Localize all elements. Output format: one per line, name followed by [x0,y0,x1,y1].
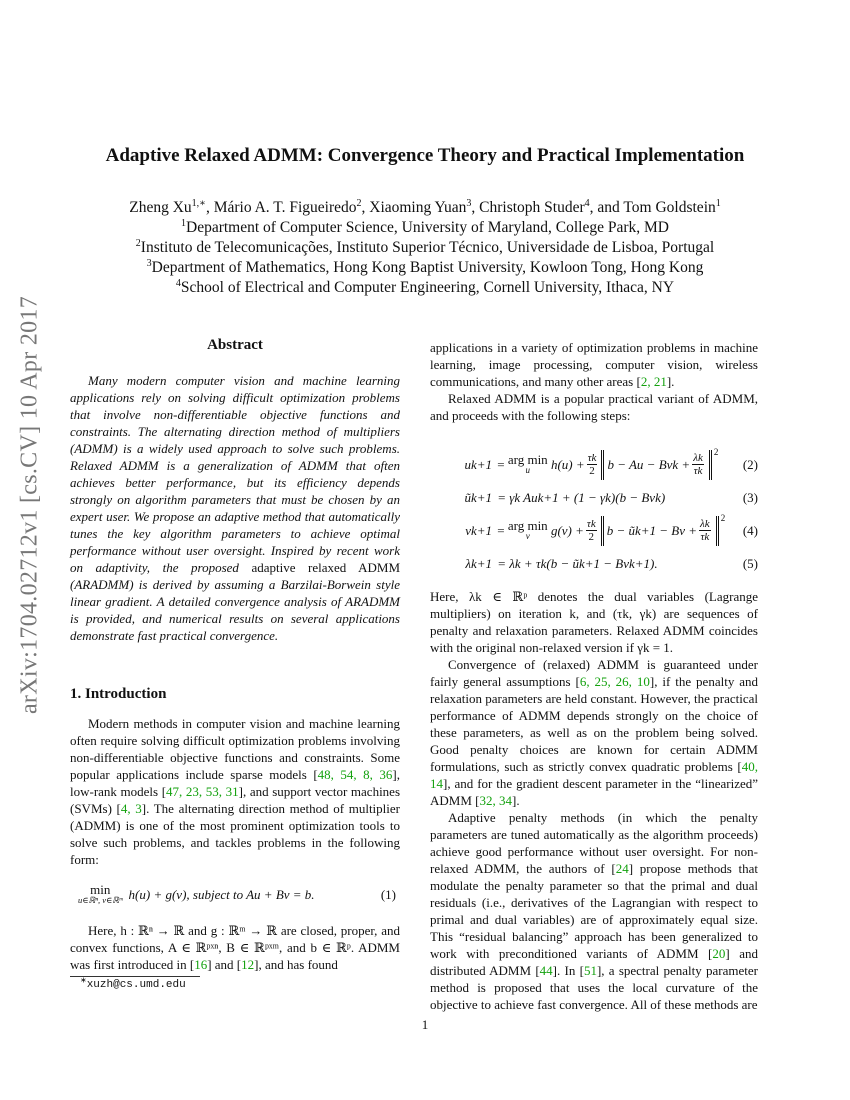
author-sep: , [471,199,476,216]
eq-fraction [586,518,597,543]
eq-lhs: vk+1 [465,523,492,538]
affiliation [0,218,850,238]
eq-rhs [492,555,728,572]
abstract-part: Many modern computer vision and machine learning applications rely on solving difficult optimization problems that involve non-differentiable objective functions and constraints. The alternating direction method of multipliers (ADMM) is a widely used approach to solve such problems. Relaxed ADMM is a generalization of ADMM that often achieves better performance, but its efficiency depends strongly on algorithm parameters that must be chosen by an expert user. We propose an adaptive method that automatically tunes the key algorithm parameters to achieve optimal performance without user oversight. Inspired by recent work on adaptivity, the proposed [70,373,400,575]
text-run: ], and for the gradient descent parameter in the “linearized” ADMM [ [430,776,758,808]
eq-number: (1) [380,887,396,902]
text-run: applications in a variety of optimization problems in machine learning, image processing, computer vision, wireless communications, and many other areas [ [430,340,758,389]
footnote-rule [70,976,200,977]
paragraph: Here, λk ∈ ℝᵖ denotes the dual variables (Lagrange multipliers) on iteration k, and (τk, γk) are sequences of penalty and relaxation parameters. Relaxed ADMM coincides with the original non-relaxed version if γk = 1. [430,589,758,655]
abstract-upright: adaptive relaxed ADMM [251,560,401,575]
citation-link[interactable]: 40, 14 [430,759,758,791]
text-run: ], low-rank models [ [70,767,400,799]
eq-argmin-var: u [525,464,531,475]
paper-title: Adaptive Relaxed ADMM: Convergence Theory and Practical Implementation [105,145,745,166]
introduction-body [70,715,400,973]
text-run: ] and distributed ADMM [ [430,946,758,978]
eq-argmin-var: v [525,530,530,541]
citation-link[interactable]: 4, 3 [120,801,142,816]
author-name: Zheng Xu [129,199,192,216]
eq-argmin-label: arg min [507,451,548,467]
eq-expression: h(u) + g(v), subject to Au + Bv = b. [128,887,315,902]
citation-link[interactable]: 47, 23, 53, 31 [166,784,239,799]
equation-block [430,448,758,580]
eq-term: h(u) + [550,457,585,472]
eq-term: g(v) + [550,523,584,538]
eq-fraction [699,518,711,543]
frac-den: τk [700,531,710,543]
eq-norm [601,516,719,546]
eq-rhs [492,513,728,546]
text-run: Here, h : ℝⁿ → ℝ and g : ℝᵐ → ℝ are closed, proper, and convex functions, A ∈ ℝᵖˣⁿ, B ∈ ℝᵖˣᵐ, and b ∈ ℝᵖ. ADMM was first introduced in [ [70,923,400,972]
text-run: ], if the penalty and relaxation parameters are held constant. However, the practical performance of ADMM depends strongly on the choice of these parameters, as well as on the problem being solved. Good penalty choices are known for certain ADMM formulations, such as strictly convex quadratic problems [ [430,674,759,774]
eq-term: = γk Auk+1 + (1 − γk)(b − Bvk) [497,490,666,505]
author-name: Xiaoming Yuan [369,199,467,216]
author-sup: 3 [466,197,472,209]
affiliation-text: School of Electrical and Computer Engineering, Cornell University, Ithaca, NY [180,279,675,296]
eq-norm [601,450,711,480]
abstract-part: (ARADMM) is derived by assuming a Barzilai-Borwein style linear gradient. A detailed convergence analysis of ARADMM is provided, and numerical results on several applications demonstrate fast practical convergence. [70,577,400,643]
text-run: ] and [ [207,957,242,972]
text-run: ]. [511,793,520,808]
eq-number: (5) [742,556,758,571]
frac-num: τk [587,452,597,464]
text-run: ], and support vector machines (SVMs) [ [70,784,401,816]
page-number: 1 [421,1017,429,1032]
citation-link[interactable]: 32, 34 [479,793,512,808]
author-sup: 2 [356,197,362,209]
affiliation-sup: 2 [135,237,141,249]
eq-min-subscript: u∈ℝⁿ, v∈ℝᵐ [78,895,123,905]
text-run: ] propose methods that modulate the penalty parameter so that the primal and dual residuals (i.e., derivatives of the Lagrangian with respect to primal and dual variables) are of approximately equal size. This “residual balancing” approach has been generalized to work with preconditioned variants of ADMM [ [430,861,758,961]
text-run: Convergence of (relaxed) ADMM is guaranteed under fairly general assumptions [ [430,657,758,689]
equation-4 [430,514,758,547]
equation-1 [70,884,400,906]
affiliation-sup: 3 [146,257,152,269]
affiliation [0,238,850,258]
affiliation-text: Instituto de Telecomunicações, Instituto Superior Técnico, Universidade de Lisboa, Portugal [140,239,715,256]
paragraph: Relaxed ADMM is a popular practical variant of ADMM, and proceeds with the following steps: [430,391,758,423]
citation-link[interactable]: 20 [712,946,726,961]
eq-number: (3) [742,490,758,505]
author-sup: 1,∗ [191,197,206,209]
affiliation-sup: 1 [181,217,187,229]
eq-argmin-label: arg min [507,517,548,533]
abstract-text [70,372,400,644]
text-run: Adaptive penalty methods (in which the penalty parameters are tuned automatically as the algorithm proceeds) achieve good performance without user oversight. For non-relaxed ADMM, the authors of [ [430,810,758,876]
eq-fraction [692,452,704,477]
paragraph [430,809,758,1013]
citation-link[interactable]: 12 [241,957,255,972]
footnote-email[interactable]: xuzh@cs.umd.edu [86,979,186,991]
affiliation-sup: 4 [175,277,181,289]
author-block [0,198,850,298]
author-sup: 4 [584,197,590,209]
paragraph [430,656,758,809]
text-run: ]. The alternating direction method of multiplier (ADMM) is one of the most prominent optimization tools to solve such problems, and tackles problems in the following form: [70,801,400,867]
author-sep: , [205,199,210,216]
eq-argmin [507,517,548,542]
eq-rhs [492,447,728,480]
eq-fraction [587,452,598,477]
equation-2 [430,448,758,481]
citation-link[interactable]: 16 [194,957,208,972]
eq-sign: = [497,457,505,472]
author-sep: , [589,199,594,216]
text-run: ], and has found [254,957,338,972]
affiliation [0,278,850,298]
author-and: and [597,199,620,216]
eq-lhs: uk+1 [464,457,492,472]
text-run: ]. In [ [552,963,584,978]
frac-den: 2 [589,465,595,477]
citation-link[interactable]: 2, 21 [640,374,667,389]
eq-number: (4) [742,523,758,538]
equation-5 [430,547,758,580]
eq-exponent: 2 [713,447,719,457]
eq-term: b − ũk+1 − Bv + [606,523,698,538]
eq-rhs [492,489,728,506]
eq-min: min [90,882,111,897]
abstract-heading: Abstract [207,337,263,353]
eq-term: b − Au − Bvk + [607,457,691,472]
frac-num: λk [700,518,710,530]
section-heading-introduction: 1. Introduction [70,686,167,702]
text-run: ], a spectral penalty parameter method is proposed that uses the local curvature of the objective to achieve fast convergence. All of these methods are [430,963,758,1012]
eq-body [123,884,381,903]
eq-argmin [507,451,548,476]
author-sup: 1 [715,197,721,209]
footnote-mark: ∗ [80,975,87,985]
frac-num: λk [693,452,703,464]
text-run: ]. [666,374,675,389]
citation-link[interactable]: 48, 54, 8, 36 [317,767,393,782]
eq-term: = λk + τk(b − ũk+1 − Bvk+1). [497,556,658,571]
frac-den: 2 [588,531,595,543]
text-run: Modern methods in computer vision and machine learning often require solving difficult optimization problems involving non-differentiable objective functions and constraints. Some popular applications include sparse models [ [70,716,400,782]
citation-link[interactable]: 44 [539,963,553,978]
citation-link[interactable]: 51 [583,963,597,978]
affiliation [0,258,850,278]
affiliation-text: Department of Mathematics, Hong Kong Baptist University, Kowloon Tong, Hong Kong [151,259,704,276]
eq-exponent: 2 [720,513,726,523]
author-line [0,198,850,218]
frac-den: τk [693,465,703,477]
eq-number: (2) [742,457,758,472]
eq-sign: = [497,523,505,538]
author-sep: , [361,199,366,216]
affiliation-text: Department of Computer Science, University of Maryland, College Park, MD [186,219,669,236]
paragraph [70,715,400,868]
eq-lhs: λk+1 [465,556,492,571]
citation-link[interactable]: 6, 25, 26, 10 [579,674,650,689]
equation-3 [430,481,758,514]
author-name: Tom Goldstein [623,199,716,216]
paragraph [70,922,400,973]
frac-num: τk [586,518,596,530]
author-name: Christoph Studer [479,199,585,216]
arxiv-sidebar-stamp [12,290,48,720]
paragraph [430,339,758,390]
citation-link[interactable]: 24 [615,861,629,876]
footnote [80,975,186,991]
eq-min-operator [70,884,123,906]
right-column [430,339,758,1013]
arxiv-id: arXiv:1704.02712v1 [cs.CV] 10 Apr 2017 [16,295,43,715]
author-name: Mário A. T. Figueiredo [213,199,357,216]
eq-lhs: ũk+1 [464,490,492,505]
